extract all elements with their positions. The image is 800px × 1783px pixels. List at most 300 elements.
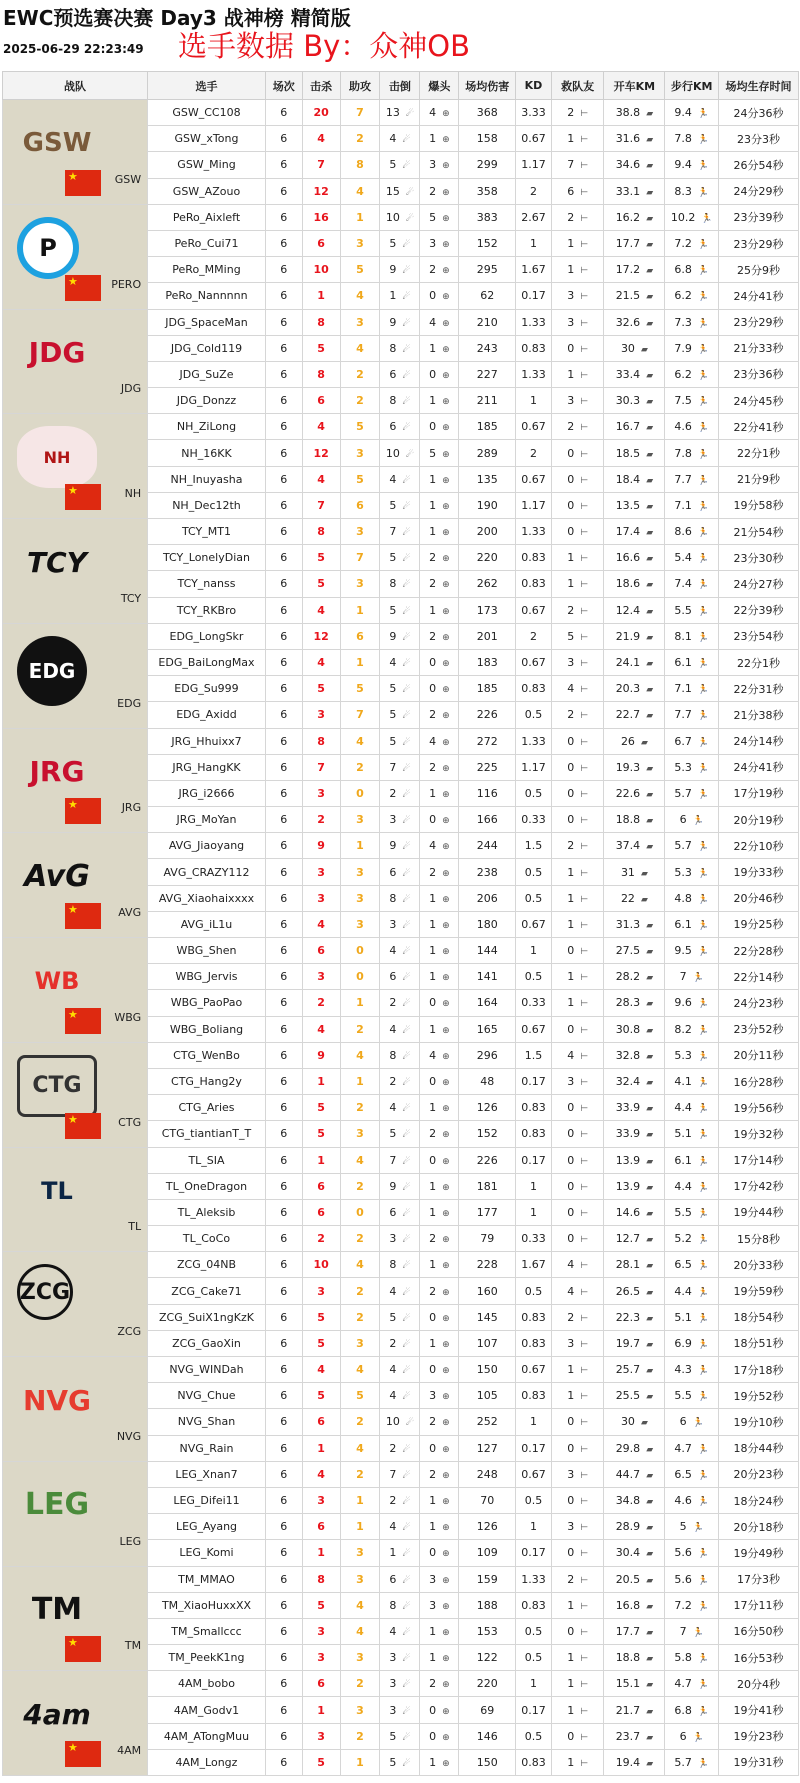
knock-icon: ☄ [402,711,411,722]
running-icon: 🏃 [697,1025,710,1036]
player-name-value: PeRo_MMing [172,263,241,277]
cell-headshots [420,1278,459,1304]
headshot-icon: ⊕ [442,868,450,879]
player-name-value: LEG_Xnan7 [175,1467,238,1481]
cell-revives [551,1016,604,1042]
running-icon: 🏃 [697,1104,710,1115]
revive-icon: ⊢ [580,1208,589,1219]
cell-survival-time [719,1671,799,1697]
cell-headshots [420,1645,459,1671]
matches-value: 6 [280,1258,288,1272]
player-name-value: NVG_Chue [177,1389,236,1403]
running-icon: 🏃 [697,894,710,905]
cell-survival-time [719,1409,799,1435]
player-name-value: ZCG_Cake71 [171,1284,242,1298]
table-row[interactable] [3,1357,799,1383]
kills-value: 20 [313,106,329,120]
china-flag-icon [65,1636,101,1662]
avg-damage-value: 226 [476,708,498,722]
cell-matches [265,676,302,702]
kd-value: 1.5 [524,839,543,853]
headshots-value: 0 [429,996,437,1010]
cell-kills [302,964,340,990]
walk-km-value: 6.7 [674,734,692,748]
cell-drive-km [604,1357,665,1383]
team-cell [3,519,148,624]
knocks-value: 7 [389,760,397,774]
revive-icon: ⊢ [580,1339,589,1350]
col-header-kd[interactable]: KD [516,72,552,100]
cell-avg-damage [459,1042,516,1068]
cell-walk-km [665,1383,719,1409]
running-icon: 🏃 [697,135,710,146]
cell-avg-damage [459,1121,516,1147]
survival-time-value: 16分28秒 [733,1075,784,1089]
team-cell [3,623,148,728]
kd-value: 0.83 [521,1755,546,1769]
walk-km-value: 6.1 [674,917,692,931]
cell-headshots [420,1618,459,1644]
cell-headshots [420,728,459,754]
matches-value: 6 [280,996,288,1010]
player-name-value: PeRo_Aixleft [172,210,241,224]
cell-knocks [380,126,420,152]
drive-km-value: 25.7 [615,1363,641,1377]
cell-avg-damage [459,100,516,126]
cell-kills [302,361,340,387]
cell-drive-km [604,1723,665,1749]
running-icon: 🏃 [697,1366,710,1377]
cell-revives [551,728,604,754]
headshot-icon: ⊕ [442,1497,450,1508]
car-icon: ▰ [646,1313,654,1324]
table-row[interactable] [3,100,799,126]
assists-value: 1 [356,1075,364,1089]
col-header-survival[interactable]: 场均生存时间 [719,72,799,100]
running-icon: 🏃 [697,711,710,722]
cell-survival-time [719,204,799,230]
cell-knocks [380,754,420,780]
cell-kd [516,440,552,466]
running-icon: 🏃 [692,1627,704,1638]
drive-km-value: 31.3 [615,917,641,931]
cell-survival-time [719,1697,799,1723]
knocks-value: 5 [389,498,397,512]
team-logo: NH [17,426,97,488]
cell-matches [265,833,302,859]
kd-value: 0.67 [521,1363,546,1377]
col-header-team[interactable]: 战队 [3,72,148,100]
cell-survival-time [719,309,799,335]
cell-avg-damage [459,1566,516,1592]
cell-player-name [148,361,266,387]
col-header-drive-km[interactable]: 开车KM [604,72,665,100]
running-icon: 🏃 [697,763,710,774]
col-header-matches[interactable]: 场次 [265,72,302,100]
revives-value: 3 [567,289,575,303]
cell-walk-km [665,492,719,518]
headshot-icon: ⊕ [442,816,450,827]
cell-drive-km [604,1173,665,1199]
headshots-value: 5 [429,210,437,224]
drive-km-value: 17.7 [615,1624,641,1638]
kd-value: 0.17 [521,1703,546,1717]
cell-walk-km [665,1278,719,1304]
table-row[interactable] [3,1147,799,1173]
table-row[interactable] [3,1461,799,1487]
cell-revives [551,100,604,126]
cell-headshots [420,911,459,937]
walk-km-value: 10.2 [670,210,696,224]
cell-assists [340,126,380,152]
col-header-headshots[interactable]: 爆头 [420,72,459,100]
headshot-icon: ⊕ [442,1575,450,1586]
kills-value: 5 [317,682,325,696]
running-icon: 🏃 [701,213,713,224]
revive-icon: ⊢ [580,1313,589,1324]
walk-km-value: 6.5 [674,1258,692,1272]
cell-kills [302,309,340,335]
cell-player-name [148,623,266,649]
cell-revives [551,126,604,152]
table-row[interactable] [3,938,799,964]
col-header-revives[interactable]: 救队友 [551,72,604,100]
cell-avg-damage [459,1487,516,1513]
kd-value: 2 [529,629,537,643]
team-logo: TL [41,1176,73,1205]
survival-time-value: 22分28秒 [733,944,784,958]
cell-knocks [380,440,420,466]
col-header-player[interactable]: 选手 [148,72,266,100]
table-row[interactable] [3,1671,799,1697]
avg-damage-value: 358 [476,184,498,198]
team-name: GSW [114,172,142,186]
cell-matches [265,1540,302,1566]
stats-table [2,71,799,1776]
cell-player-name [148,833,266,859]
walk-km-value: 5.6 [674,1572,692,1586]
revive-icon: ⊢ [580,1261,589,1272]
headshots-value: 1 [429,891,437,905]
running-icon: 🏃 [692,1732,704,1743]
cell-drive-km [604,754,665,780]
cell-assists [340,597,380,623]
cell-avg-damage [459,911,516,937]
revives-value: 1 [567,367,575,381]
kills-value: 8 [317,315,325,329]
avg-damage-value: 141 [476,970,498,984]
cell-survival-time [719,283,799,309]
avg-damage-value: 201 [476,629,498,643]
walk-km-value: 4.8 [674,891,692,905]
cell-kd [516,1645,552,1671]
china-flag-icon [65,903,101,929]
assists-value: 4 [356,1153,364,1167]
cell-drive-km [604,1487,665,1513]
drive-km-value: 18.4 [615,472,641,486]
cell-drive-km [604,859,665,885]
car-icon: ▰ [646,920,654,931]
drive-km-value: 13.9 [615,1153,641,1167]
revive-icon: ⊢ [580,1575,589,1586]
table-row[interactable] [3,1252,799,1278]
car-icon: ▰ [646,266,654,277]
avg-damage-value: 226 [476,1153,498,1167]
headshots-value: 3 [429,1572,437,1586]
assists-value: 3 [356,446,364,460]
kd-value: 1.17 [521,760,546,774]
cell-knocks [380,230,420,256]
drive-km-value: 32.8 [615,1048,641,1062]
assists-value: 5 [356,420,364,434]
revives-value: 2 [567,210,575,224]
cell-matches [265,204,302,230]
knock-icon: ☄ [402,999,411,1010]
cell-matches [265,545,302,571]
cell-survival-time [719,964,799,990]
cell-kills [302,1487,340,1513]
player-name-value: JDG_SpaceMan [165,315,248,329]
matches-value: 6 [280,1363,288,1377]
table-row[interactable] [3,204,799,230]
revives-value: 0 [567,1624,575,1638]
table-row[interactable] [3,1042,799,1068]
matches-value: 6 [280,472,288,486]
col-header-knocks[interactable]: 击倒 [380,72,420,100]
assists-value: 5 [356,682,364,696]
cell-avg-damage [459,571,516,597]
knock-icon: ☄ [402,1051,411,1062]
headshots-value: 3 [429,237,437,251]
kills-value: 4 [317,1467,325,1481]
running-icon: 🏃 [697,501,710,512]
revive-icon: ⊢ [580,973,589,984]
cell-avg-damage [459,1199,516,1225]
drive-km-value: 28.2 [615,970,641,984]
knocks-value: 4 [389,1101,397,1115]
avg-damage-value: 135 [476,472,498,486]
knocks-value: 6 [389,367,397,381]
kills-value: 6 [317,1205,325,1219]
cell-survival-time [719,1068,799,1094]
survival-time-value: 23分30秒 [733,551,784,565]
knocks-value: 4 [389,472,397,486]
cell-knocks [380,1016,420,1042]
headshots-value: 1 [429,917,437,931]
china-flag-icon [65,1008,101,1034]
cell-assists [340,492,380,518]
col-header-kills[interactable]: 击杀 [302,72,340,100]
cell-survival-time [719,1487,799,1513]
survival-time-value: 23分3秒 [737,132,780,146]
player-name-value: JDG_Cold119 [170,341,243,355]
revives-value: 0 [567,786,575,800]
cell-kd [516,178,552,204]
cell-assists [340,885,380,911]
revives-value: 0 [567,813,575,827]
running-icon: 🏃 [697,554,710,565]
matches-value: 6 [280,1624,288,1638]
cell-matches [265,361,302,387]
kills-value: 1 [317,1703,325,1717]
drive-km-value: 20.3 [615,682,641,696]
survival-time-value: 24分41秒 [733,761,784,775]
cell-drive-km [604,964,665,990]
cell-revives [551,230,604,256]
cell-assists [340,859,380,885]
table-row[interactable] [3,623,799,649]
headshot-icon: ⊕ [442,659,450,670]
avg-damage-value: 299 [476,158,498,172]
table-row[interactable] [3,1566,799,1592]
survival-time-value: 19分59秒 [733,1285,784,1299]
cell-player-name [148,1618,266,1644]
headshots-value: 4 [429,106,437,120]
cell-knocks [380,1383,420,1409]
avg-damage-value: 206 [476,891,498,905]
col-header-walk-km[interactable]: 步行KM [665,72,719,100]
survival-time-value: 26分54秒 [733,158,784,172]
revive-icon: ⊢ [580,999,589,1010]
revive-icon: ⊢ [580,1706,589,1717]
cell-matches [265,388,302,414]
running-icon: 🏃 [697,423,710,434]
headshot-icon: ⊕ [442,973,450,984]
walk-km-value: 7.2 [674,1598,692,1612]
cell-walk-km [665,126,719,152]
kd-value: 0.83 [521,1336,546,1350]
cell-revives [551,257,604,283]
cell-matches [265,1330,302,1356]
cell-walk-km [665,1357,719,1383]
col-header-assists[interactable]: 助攻 [340,72,380,100]
cell-player-name [148,807,266,833]
col-header-avg-damage[interactable]: 场均伤害 [459,72,516,100]
headshot-icon: ⊕ [442,632,450,643]
matches-value: 6 [280,1677,288,1691]
drive-km-value: 21.5 [615,289,641,303]
kd-value: 0.5 [524,1651,543,1665]
cell-survival-time [719,1330,799,1356]
cell-survival-time [719,440,799,466]
cell-matches [265,990,302,1016]
walk-km-value: 6.2 [674,367,692,381]
drive-km-value: 30.3 [615,394,641,408]
assists-value: 3 [356,865,364,879]
revives-value: 3 [567,1520,575,1534]
cell-survival-time [719,1461,799,1487]
walk-km-value: 7 [679,1624,687,1638]
kills-value: 8 [317,367,325,381]
headshots-value: 5 [429,446,437,460]
running-icon: 🏃 [697,318,710,329]
table-row[interactable] [3,728,799,754]
avg-damage-value: 150 [476,1363,498,1377]
team-logo: NVG [22,1383,92,1417]
kd-value: 0.33 [521,1232,546,1246]
cell-player-name [148,1095,266,1121]
cell-knocks [380,1409,420,1435]
cell-drive-km [604,1147,665,1173]
kd-value: 1.33 [521,367,546,381]
player-name-value: JRG_HangKK [172,760,241,774]
table-row[interactable] [3,519,799,545]
cell-headshots [420,1173,459,1199]
cell-survival-time [719,414,799,440]
knock-icon: ☄ [402,659,411,670]
cell-drive-km [604,1095,665,1121]
cell-player-name [148,519,266,545]
cell-player-name [148,938,266,964]
headshot-icon: ⊕ [442,1444,450,1455]
kd-value: 1.33 [521,525,546,539]
cell-survival-time [719,1199,799,1225]
walk-km-value: 7.9 [674,341,692,355]
cell-kills [302,1199,340,1225]
cell-walk-km [665,1749,719,1775]
cell-headshots [420,571,459,597]
drive-km-value: 22.3 [615,1310,641,1324]
team-cell [3,204,148,309]
cell-headshots [420,780,459,806]
car-icon: ▰ [646,1339,654,1350]
revives-value: 0 [567,1415,575,1429]
cell-kills [302,571,340,597]
cell-drive-km [604,1042,665,1068]
china-flag-icon [65,1113,101,1139]
cell-assists [340,414,380,440]
cell-player-name [148,492,266,518]
cell-headshots [420,388,459,414]
avg-damage-value: 165 [476,1022,498,1036]
cell-matches [265,1435,302,1461]
cell-kd [516,885,552,911]
headshot-icon: ⊕ [442,842,450,853]
table-row[interactable] [3,833,799,859]
cell-knocks [380,1042,420,1068]
player-name-value: TM_Smallccc [171,1624,242,1638]
drive-km-value: 33.9 [615,1101,641,1115]
cell-revives [551,545,604,571]
kills-value: 5 [317,1598,325,1612]
table-row[interactable] [3,309,799,335]
knock-icon: ☄ [402,580,411,591]
cell-knocks [380,204,420,230]
revives-value: 2 [567,708,575,722]
running-icon: 🏃 [697,1444,710,1455]
cell-matches [265,1461,302,1487]
survival-time-value: 19分56秒 [733,1101,784,1115]
cell-walk-km [665,309,719,335]
table-row[interactable] [3,414,799,440]
headshots-value: 1 [429,1624,437,1638]
cell-drive-km [604,885,665,911]
drive-km-value: 33.1 [615,184,641,198]
walk-km-value: 6.9 [674,1336,692,1350]
cell-revives [551,492,604,518]
assists-value: 3 [356,525,364,539]
cell-headshots [420,257,459,283]
kd-value: 0.5 [524,1494,543,1508]
knock-icon: ☄ [402,318,411,329]
player-name-value: AVG_CRAZY112 [163,865,250,879]
walk-km-value: 6.8 [674,263,692,277]
survival-time-value: 19分41秒 [733,1704,784,1718]
matches-value: 6 [280,629,288,643]
car-icon: ▰ [646,1523,654,1534]
cell-drive-km [604,833,665,859]
team-cell [3,1671,148,1776]
